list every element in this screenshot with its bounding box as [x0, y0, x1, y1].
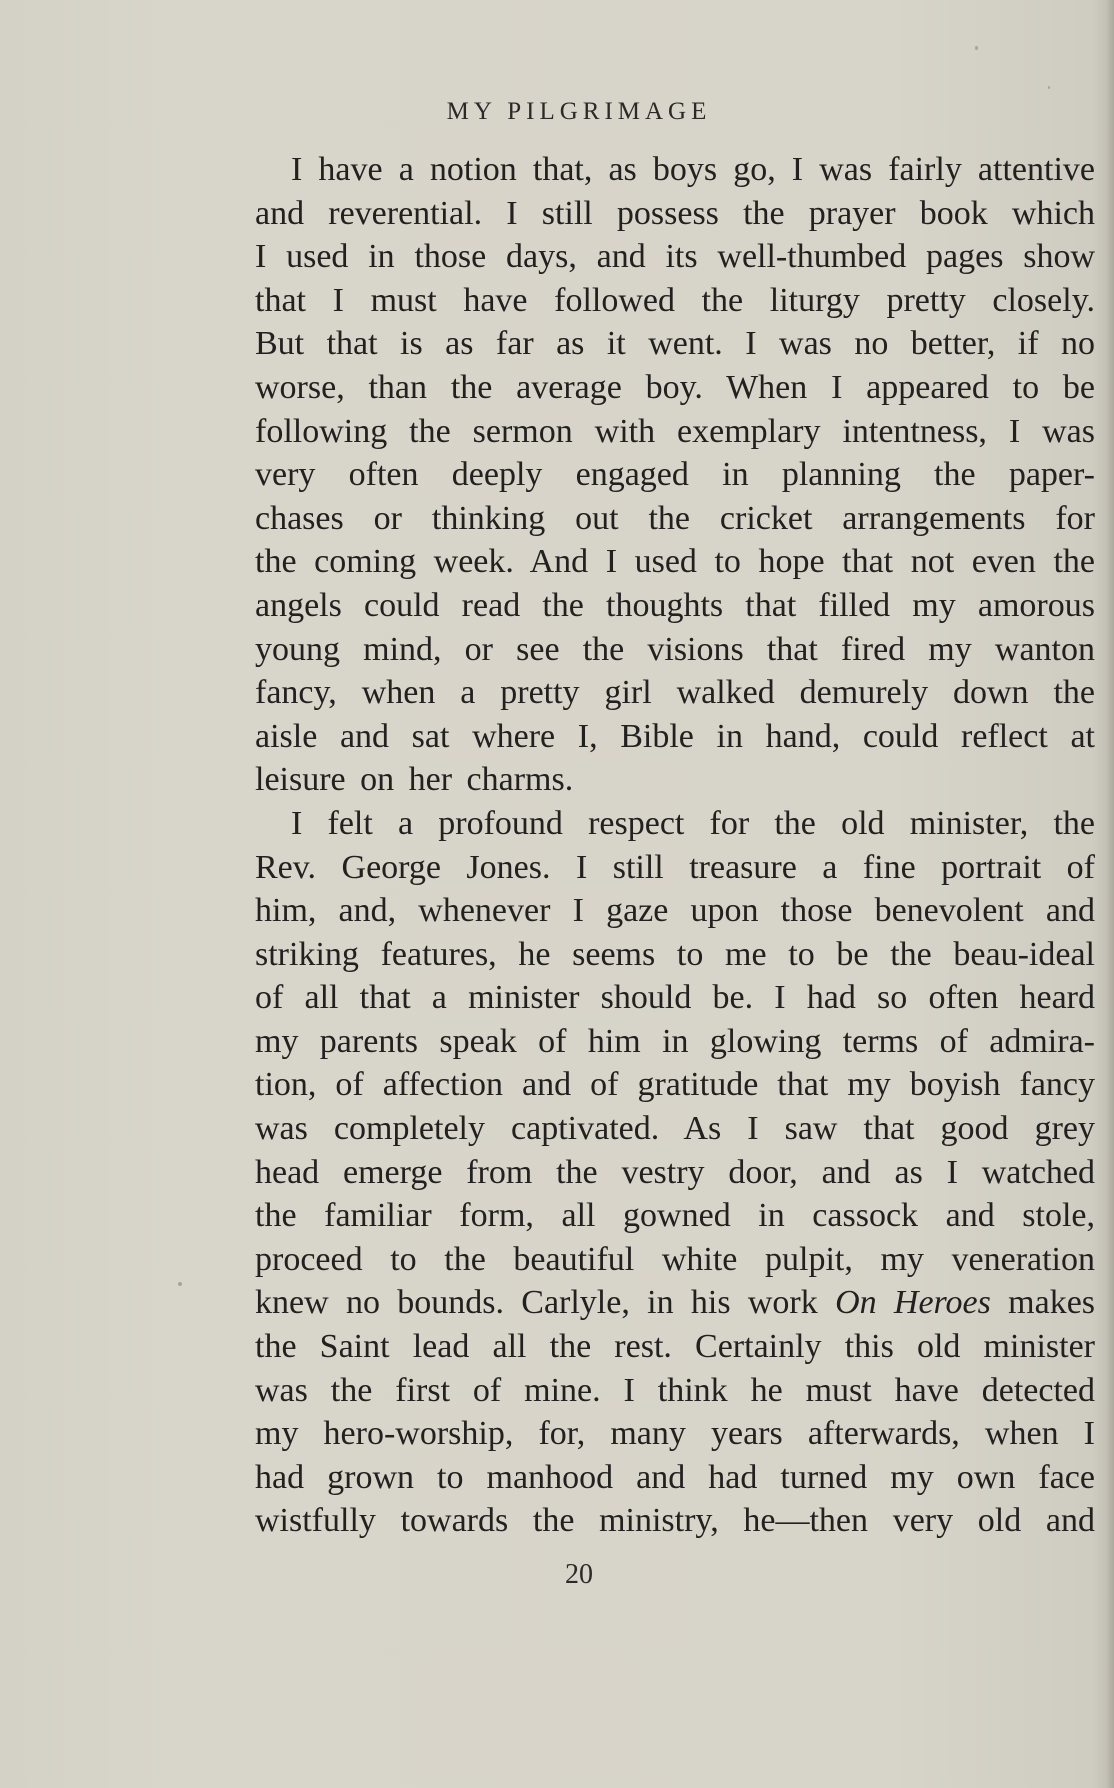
- text-line: the familiar form, all gowned in cassock and stole,: [255, 1197, 1095, 1235]
- text-line: tion, of affection and of gratitude that my boyish fancy: [255, 1066, 1095, 1104]
- running-head: MY PILGRIMAGE: [446, 98, 712, 125]
- text-line: Rev. George Jones. I still treasure a fine portrait of: [255, 848, 1095, 886]
- body-text: [219, 148, 1095, 1543]
- text-line: of all that a minister should be. I had so often heard: [255, 979, 1095, 1017]
- text-line: my hero-worship, for, many years afterwards, when I: [255, 1415, 1095, 1453]
- text-line: chases or thinking out the cricket arrangements for: [255, 499, 1095, 537]
- page-edge-shadow: [1106, 0, 1114, 1788]
- text-line: the Saint lead all the rest. Certainly this old minister: [255, 1328, 1095, 1366]
- text-line: proceed to the beautiful white pulpit, my veneration: [255, 1240, 1095, 1278]
- paragraph-2: [219, 802, 1095, 1543]
- text-line: I have a notion that, as boys go, I was fairly attentive: [291, 151, 1095, 188]
- text-line: striking features, he seems to me to be the beau-ideal: [255, 935, 1095, 973]
- text-line: was the first of mine. I think he must have detected: [255, 1371, 1095, 1409]
- text-line: had grown to manhood and had turned my own face: [255, 1458, 1095, 1496]
- text-line-with-title: [219, 1281, 1095, 1325]
- text-line: angels could read the thoughts that filled my amorous: [255, 586, 1095, 624]
- text-line: the coming week. And I used to hope that not even the: [255, 543, 1095, 581]
- text-line: I felt a profound respect for the old minister, the: [291, 804, 1095, 842]
- text-line: leisure on her charms.: [255, 761, 574, 799]
- paper-speck: [178, 1282, 182, 1286]
- text-line: was completely captivated. As I saw that good grey: [255, 1110, 1095, 1148]
- text-line: I used in those days, and its well-thumbed pages show: [255, 238, 1095, 276]
- text-line: head emerge from the vestry door, and as I watched: [255, 1153, 1095, 1191]
- text-line: my parents speak of him in glowing terms of admira-: [255, 1022, 1095, 1060]
- text-line: wistfully towards the ministry, he—then very old and: [255, 1502, 1095, 1540]
- text-line: him, and, whenever I gaze upon those benevolent and: [255, 892, 1095, 930]
- text-line: young mind, or see the visions that fired my wanton: [255, 630, 1095, 668]
- text-line: very often deeply engaged in planning the paper-: [255, 456, 1095, 494]
- text-line: and reverential. I still possess the prayer book which: [255, 194, 1095, 232]
- page-number: 20: [565, 1559, 593, 1590]
- text-line: fancy, when a pretty girl walked demurely down the: [255, 674, 1095, 712]
- paragraph-1: [219, 148, 1095, 802]
- text-line: aisle and sat where I, Bible in hand, could reflect at: [255, 717, 1095, 755]
- paper-speck: [1048, 86, 1050, 89]
- text-line: But that is as far as it went. I was no better, if no: [255, 325, 1095, 363]
- text-fragment: makes: [1008, 1284, 1096, 1322]
- paper-speck: [975, 46, 978, 50]
- text-fragment: knew no bounds. Carlyle, in his work: [255, 1284, 818, 1322]
- text-line: that I must have followed the liturgy pretty closely.: [255, 281, 1095, 319]
- text-line: worse, than the average boy. When I appeared to be: [255, 368, 1095, 406]
- text-line: following the sermon with exemplary intentness, I was: [255, 412, 1095, 450]
- book-title: On Heroes: [835, 1284, 991, 1322]
